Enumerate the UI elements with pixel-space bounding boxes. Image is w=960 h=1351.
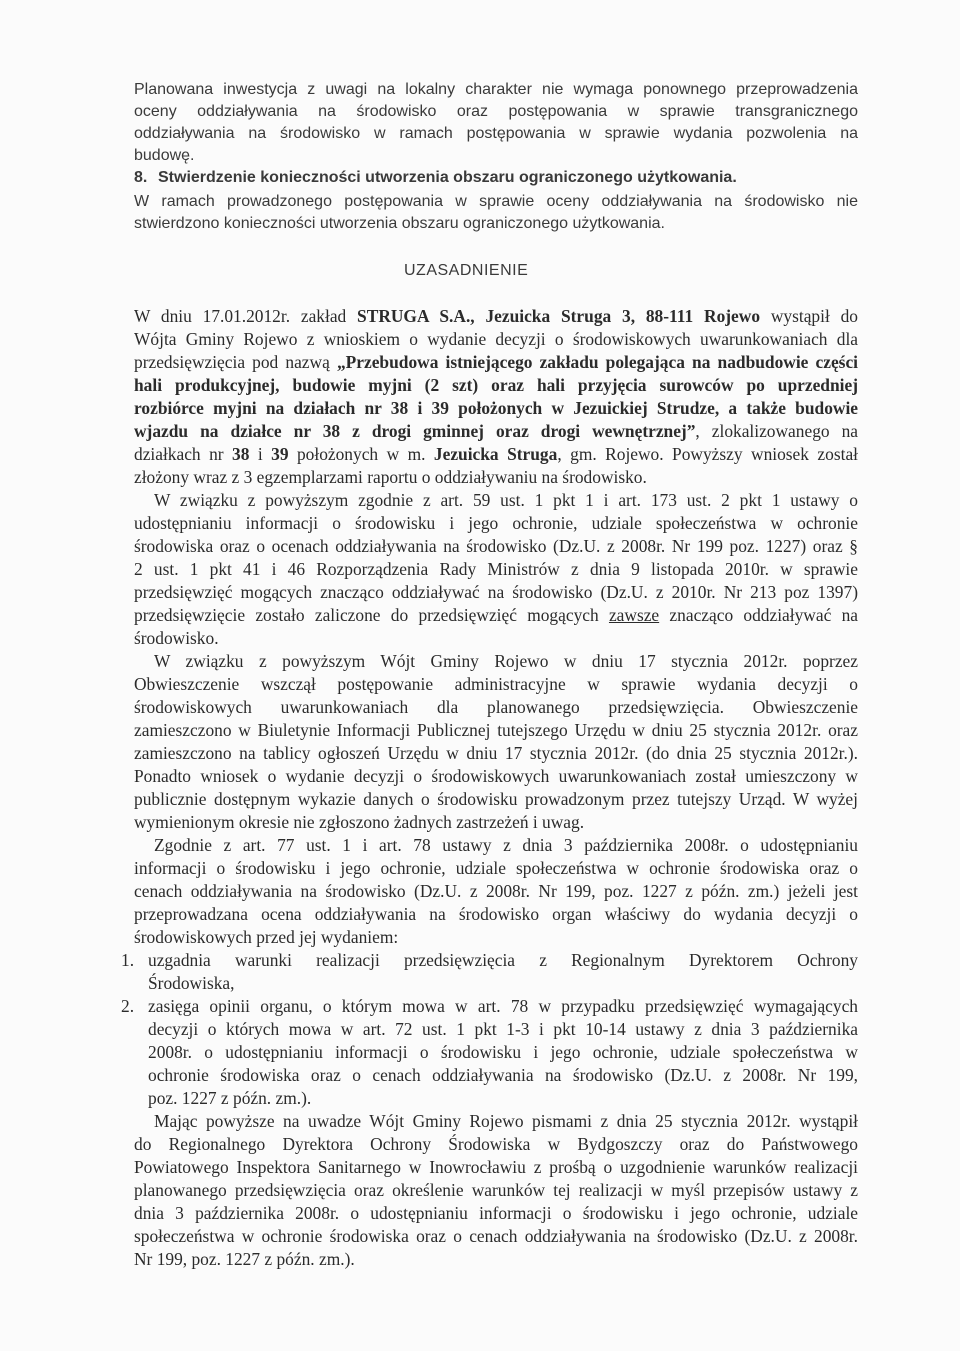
paragraph-line: wjazdu na działce nr 38 z drogi gminnej oraz drogi wewnętrznej”, zlokalizowanego na — [134, 421, 858, 441]
paragraph-line: planowanego przedsięwzięcia oraz określenie warunków tej realizacji w myśl przepisów ustawy z — [134, 1180, 858, 1200]
paragraph-line: hali produkcyjnej, budowie myjni (2 szt) oraz hali przyjęcia surowców po uprzedniej — [134, 375, 858, 395]
paragraph-line: cenach oddziaływania na środowisko (Dz.U. z 2008r. Nr 199, poz. 1227 z późn. zm.) jeżeli jest — [134, 881, 858, 901]
paragraph-line: rozbiórce myjni na działach nr 38 i 39 położonych w Jezuickiej Strudze, a także budowie — [134, 398, 858, 418]
paragraph-line: Mając powyższe na uwadze Wójt Gminy Rojewo pismami z dnia 25 stycznia 2012r. wystąpił — [154, 1111, 858, 1131]
paragraph-line: do Regionalnego Dyrektora Ochrony Środowiska w Bydgoszczy oraz do Państwowego — [134, 1134, 858, 1154]
list-number: 2. — [121, 996, 135, 1016]
section-heading: Stwierdzenie konieczności utworzenia obszaru ograniczonego użytkowania. — [158, 169, 737, 186]
paragraph-line: oceny oddziaływania na środowisko oraz postępowania w sprawie transgranicznego — [134, 103, 858, 120]
section-number: 8. — [134, 169, 148, 186]
paragraph-line: przedsięwzięć mogących znacząco oddziaływać na środowisko (Dz.U. z 2010r. Nr 213 poz 1397) — [134, 582, 858, 602]
paragraph-line: W ramach prowadzonego postępowania w sprawie oceny oddziaływania na środowisko nie — [134, 193, 858, 210]
paragraph-line: dnia 3 października 2008r. o udostępnianiu informacji o środowisku i jego ochronie, udziale — [134, 1203, 858, 1223]
paragraph-line: budowę. — [134, 147, 195, 164]
paragraph-line: zamieszczono na tablicy ogłoszeń Urzędu w dniu 17 stycznia 2012r. (do dnia 25 stycznia 2012r.). — [134, 743, 858, 763]
paragraph-line: udostępnianiu informacji o środowisku i jego ochronie, udziale społeczeństwa w ochronie — [134, 513, 858, 533]
paragraph-line: zamieszczono w Biuletynie Informacji Publicznej tutejszego Urzędu w dniu 25 stycznia 2012r. oraz — [134, 720, 858, 740]
paragraph-line: Zgodnie z art. 77 ust. 1 i art. 78 ustawy z dnia 3 października 2008r. o udostępnianiu — [154, 835, 858, 855]
paragraph-line: przedsięwzięcia pod nazwą „Przebudowa istniejącego zakładu polegająca na nadbudowie części — [134, 352, 859, 372]
paragraph-line: złożony wraz z 3 egzemplarzami raportu o oddziaływaniu na środowisko. — [134, 467, 647, 487]
list-item-line: decyzji o których mowa w art. 72 ust. 1 pkt 1-3 i pkt 10-14 ustawy z dnia 3 października — [148, 1019, 858, 1039]
paragraph-line: środowisko. — [134, 628, 219, 648]
list-item-line: poz. 1227 z późn. zm.). — [148, 1088, 312, 1108]
paragraph-line: przeprowadzana ocena oddziaływania na środowisko organ właściwy do wydania decyzji o — [134, 904, 858, 924]
paragraph-line: 2 ust. 1 pkt 41 i 46 Rozporządzenia Rady Ministrów z dnia 9 listopada 2010r. w sprawie — [134, 559, 858, 579]
list-item-line: Środowiska, — [148, 973, 235, 993]
paragraph-line: stwierdzono konieczności utworzenia obszaru ograniczonego użytkowania. — [134, 215, 665, 232]
list-item-line: zasięga opinii organu, o którym mowa w art. 78 w przypadku przedsięwzięć wymagających — [148, 996, 858, 1016]
paragraph-line: przedsięwzięcie zostało zaliczone do przedsięwzięć mogących zawsze znacząco oddziaływać na — [134, 605, 858, 625]
paragraph-line: środowiskowych przed jej wydaniem: — [134, 927, 399, 947]
list-item-line: ochronie środowiska oraz o cenach oddziaływania na środowisko (Dz.U. z 2008r. Nr 199, — [148, 1065, 858, 1085]
paragraph-line: Nr 199, poz. 1227 z późn. zm.). — [134, 1249, 355, 1269]
paragraph-line: oddziaływania na środowisko w ramach postępowania w sprawie wydania pozwolenia na — [134, 125, 858, 142]
paragraph-line: W związku z powyższym Wójt Gminy Rojewo w dniu 17 stycznia 2012r. poprzez — [154, 651, 858, 671]
list-number: 1. — [121, 950, 135, 970]
paragraph-line: środowiskowych uwarunkowaniach dla planowanego przedsięwzięcia. Obwieszczenie — [134, 697, 858, 717]
list-item-line: 2008r. o udostępnianiu informacji o środowisku i jego ochronie, udziale społeczeństwa w — [148, 1042, 858, 1062]
paragraph-line: Planowana inwestycja z uwagi na lokalny charakter nie wymaga ponownego przeprowadzenia — [134, 81, 858, 98]
paragraph-line: społeczeństwa w ochronie środowiska oraz o cenach oddziaływania na środowisko (Dz.U. z 2008r. — [134, 1226, 858, 1246]
list-item-line: uzgadnia warunki realizacji przedsięwzięcia z Regionalnym Dyrektorem Ochrony — [148, 950, 858, 970]
paragraph-line: działkach nr 38 i 39 położonych w m. Jezuicka Struga, gm. Rojewo. Powyższy wniosek został — [134, 444, 858, 464]
justification-heading: UZASADNIENIE — [404, 262, 529, 279]
paragraph-line: środowiska oraz o ocenach oddziaływania na środowisko (Dz.U. z 2008r. Nr 199 poz. 1227) oraz § — [134, 536, 858, 556]
paragraph-line: W związku z powyższym zgodnie z art. 59 ust. 1 pkt 1 i art. 173 ust. 2 pkt 1 ustawy o — [154, 490, 858, 510]
paragraph-line: wymienionym okresie nie zgłoszono żadnych zastrzeżeń i uwag. — [134, 812, 585, 832]
paragraph-line: publicznie dostępnym wykazie danych o środowisku prowadzonym przez tutejszy Urząd. W wyżej — [134, 789, 858, 809]
paragraph-line: Wójta Gminy Rojewo z wnioskiem o wydanie decyzji o środowiskowych uwarunkowaniach dla — [134, 329, 858, 349]
paragraph-line: Obwieszczenie wszczął postępowanie administracyjne w sprawie wydania decyzji o — [134, 674, 858, 694]
paragraph-line: Ponadto wniosek o wydanie decyzji o środowiskowych uwarunkowaniach został umieszczony w — [134, 766, 858, 786]
paragraph-line: W dniu 17.01.2012r. zakład STRUGA S.A., Jezuicka Struga 3, 88-111 Rojewo wystąpił do — [134, 306, 858, 326]
paragraph-line: Powiatowego Inspektora Sanitarnego w Inowrocławiu z prośbą o uzgodnienie warunków realizacji — [134, 1157, 858, 1177]
paragraph-line: informacji o środowisku i jego ochronie, udziale społeczeństwa w ochronie środowiska oraz o — [134, 858, 858, 878]
